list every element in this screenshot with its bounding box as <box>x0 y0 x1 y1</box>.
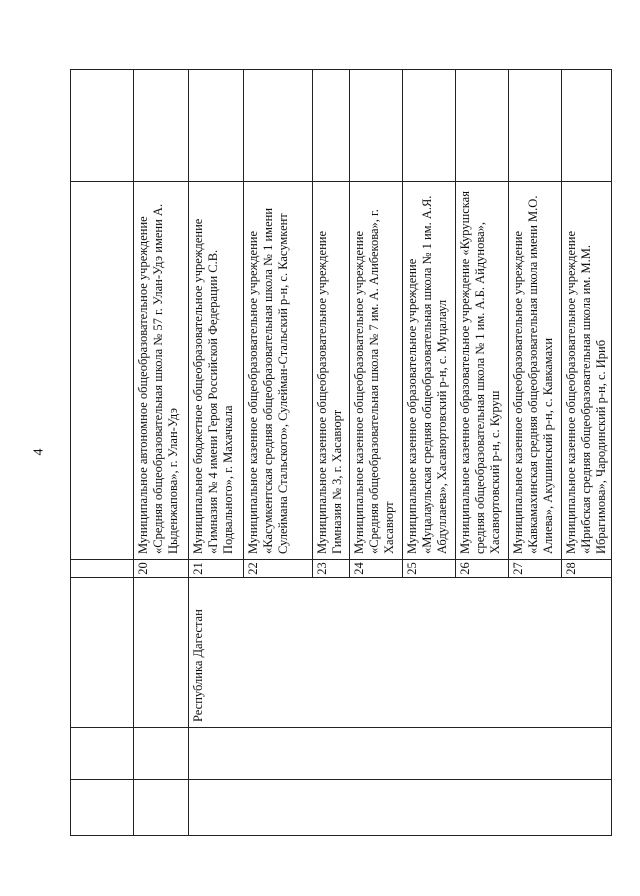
school-name: Муниципальное бюджетное общеобразовательное учреждение «Гимназия № 4 имени Героя Российской Федерации С.В. Подвального», г. Махачкала <box>189 182 244 560</box>
table-row <box>134 70 189 836</box>
row-number: 20 <box>134 560 189 578</box>
empty-cell <box>403 70 456 182</box>
school-name: Муниципальное автономное общеобразовательное учреждение «Средняя общеобразовательная школа № 57 г. Улан-Удэ имени А. Цыденжапова», г. Улан-Удэ <box>134 182 189 560</box>
row-number: 24 <box>350 560 403 578</box>
empty-cell <box>71 728 134 780</box>
page-number: 4 <box>31 448 47 456</box>
empty-cell <box>71 578 134 728</box>
schools-table <box>70 69 612 836</box>
row-number: 23 <box>313 560 350 578</box>
row-number: 25 <box>403 560 456 578</box>
empty-cell <box>456 70 509 182</box>
empty-cell <box>189 70 244 182</box>
row-number: 22 <box>244 560 313 578</box>
empty-cell <box>134 578 189 728</box>
row-number: 21 <box>189 560 244 578</box>
empty-cell <box>71 70 134 182</box>
empty-cell <box>350 70 403 182</box>
school-name: Муниципальное казенное общеобразовательное учреждение «Средняя общеобразовательная школа № 7 им. А. Алибекова», г. Хасавюрт <box>350 182 403 560</box>
empty-cell <box>71 182 134 560</box>
empty-cell <box>134 70 189 182</box>
school-name: Муниципальное казенное общеобразовательное учреждение «Кавкамахинская средняя общеобразовательная школа имени М.О. Алиева», Акушинский р-н, с. Кавкамахи <box>509 182 562 560</box>
rotated-table-wrapper <box>70 70 608 836</box>
empty-cell <box>189 728 612 780</box>
empty-cell <box>71 560 134 578</box>
school-name: Муниципальное казенное образовательное учреждение «Муцалаульская средняя общеобразовательная школа № 1 им. А.Я. Абдуллаева», Хасавюртовский р-н, с. Муцалаул <box>403 182 456 560</box>
table-row <box>189 70 244 836</box>
empty-cell <box>134 728 189 780</box>
school-name: Муниципальное казенное образовательное учреждение «Курушская средняя общеобразовательная школа № 1 им. А.Б. Айдунова», Хасавюртовский р-н, с. Куруш <box>456 182 509 560</box>
school-name: Муниципальное казенное общеобразовательное учреждение Гимназия № 3, г. Хасавюрт <box>313 182 350 560</box>
row-number: 28 <box>562 560 612 578</box>
empty-cell <box>71 780 134 836</box>
empty-cell <box>134 780 189 836</box>
empty-cell <box>562 70 612 182</box>
empty-cell <box>244 70 313 182</box>
school-name: Муниципальное казенное общеобразовательное учреждение «Касумкентская средняя общеобразовательная школа № 1 имени Сулеймана Стальского», Сулейман-Стальский р-н, с. Касумкент <box>244 182 313 560</box>
empty-cell <box>313 70 350 182</box>
region-name: Республика Дагестан <box>189 578 612 728</box>
empty-cell <box>189 780 612 836</box>
row-number: 26 <box>456 560 509 578</box>
row-number: 27 <box>509 560 562 578</box>
school-name: Муниципальное казенное общеобразовательное учреждение «Ирибская средняя общеобразовательная школа им. М.М. Ибрагимова», Чародинский р-н, с. Ириб <box>562 182 612 560</box>
empty-cell <box>509 70 562 182</box>
table-top-row <box>71 70 134 836</box>
